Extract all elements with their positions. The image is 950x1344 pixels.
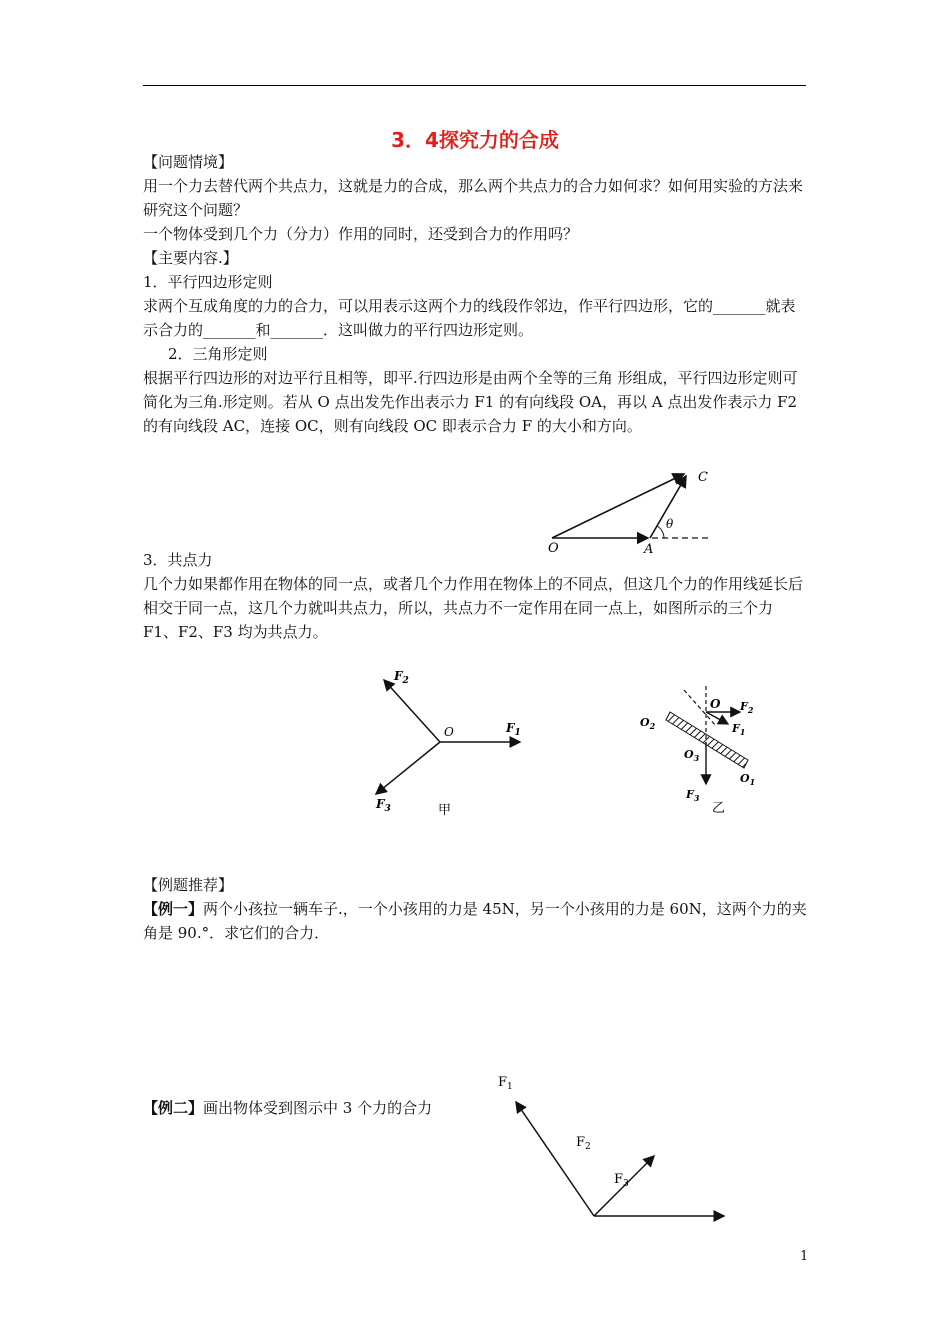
- label-o3: $O_3$: [684, 748, 700, 763]
- caption-yi: 乙: [712, 801, 726, 816]
- example-1: [143, 897, 809, 945]
- label-f2: $F_2$: [740, 700, 754, 715]
- example-2-figure: [480, 1068, 740, 1228]
- vector-oc: [552, 474, 684, 538]
- label-theta: θ: [666, 517, 674, 531]
- label-f1: $F_1$: [732, 722, 746, 737]
- label-o: O: [444, 725, 454, 739]
- section-heading-examples: 【例题推荐】: [143, 876, 234, 894]
- caption-jia: 甲: [438, 803, 452, 818]
- force-f1: [516, 1102, 594, 1216]
- item2-title: 2．三角形定则: [168, 345, 268, 363]
- header-rule: [143, 85, 806, 86]
- page-title: 3．4探究力的合成: [391, 128, 559, 152]
- figure-jia: [360, 662, 540, 822]
- force-f2: [384, 680, 440, 742]
- example-1-text: 两个小孩拉一辆车子.，一个小孩用的力是 45N，另一个小孩用的力是 60N，这两个力的夹角是 90.°．求它们的合力．: [143, 900, 807, 942]
- force-f3: [376, 742, 440, 794]
- label-o: O: [710, 697, 721, 711]
- item3-title: 3．共点力: [143, 551, 213, 569]
- label-f2: $F_2$: [576, 1135, 591, 1152]
- section-heading-main: 【主要内容.】: [143, 249, 238, 267]
- label-f3: $F_3$: [686, 788, 700, 803]
- problem-paragraph-1: 用一个力去替代两个共点力，这就是力的合成，那么两个共点力的合力如何求？如何用实验的方法来研究这个问题？: [143, 177, 804, 219]
- example-2-text: 画出物体受到图示中 3 个力的合力: [203, 1099, 433, 1117]
- item1-title: 1．平行四边形定则: [143, 273, 273, 291]
- label-f1: $F_1$: [506, 721, 521, 738]
- triangle-rule-figure: [540, 462, 720, 557]
- label-a: A: [644, 542, 654, 557]
- item2-text: 根据平行四边形的对边平行且相等，即平.行四边形是由两个全等的三角 形组成，平行四边形定则可简化为三角.形定则。若从 O 点出发先作出表示力 F1 的有向线段 OA，再以 A 点出发作表示力 F2 的有向线段 AC，连接 OC，则有向线段 OC 即表示合力 F 的大小和方向。: [143, 369, 798, 435]
- label-f2: $F_2$: [394, 669, 409, 686]
- problem-paragraph-2: 一个物体受到几个力（分力）作用的同时，还受到合力的作用吗？: [143, 225, 579, 243]
- label-o: O: [548, 541, 559, 556]
- example-2-label: 【例二】: [143, 1099, 204, 1117]
- label-c: C: [698, 470, 708, 485]
- label-f1: $F_1$: [498, 1075, 513, 1092]
- label-o1: $O_1$: [740, 772, 756, 787]
- figure-yi: [636, 682, 766, 822]
- item1-text: 求两个互成角度的力的合力，可以用表示这两个力的线段作邻边，作平行四边形，它的_______就表示合力的_______和_______．这叫做力的平行四边形定则。: [143, 297, 796, 339]
- hatched-rod: [666, 712, 748, 768]
- label-f3: $F_3$: [376, 797, 391, 814]
- example-1-label: 【例一】: [143, 900, 204, 918]
- page-number: 1: [800, 1249, 809, 1264]
- label-o2: $O_2$: [640, 716, 656, 731]
- item3-text: 几个力如果都作用在物体的同一点，或者几个力作用在物体上的不同点，但这几个力的作用线延长后相交于同一点，这几个力就叫共点力，所以，共点力不一定作用在同一点上，如图所示的三个力 F1、F2、F3 均为共点力。: [143, 575, 804, 641]
- label-f3: $F_3$: [614, 1172, 629, 1189]
- section-heading-problem: 【问题情境】: [143, 153, 234, 171]
